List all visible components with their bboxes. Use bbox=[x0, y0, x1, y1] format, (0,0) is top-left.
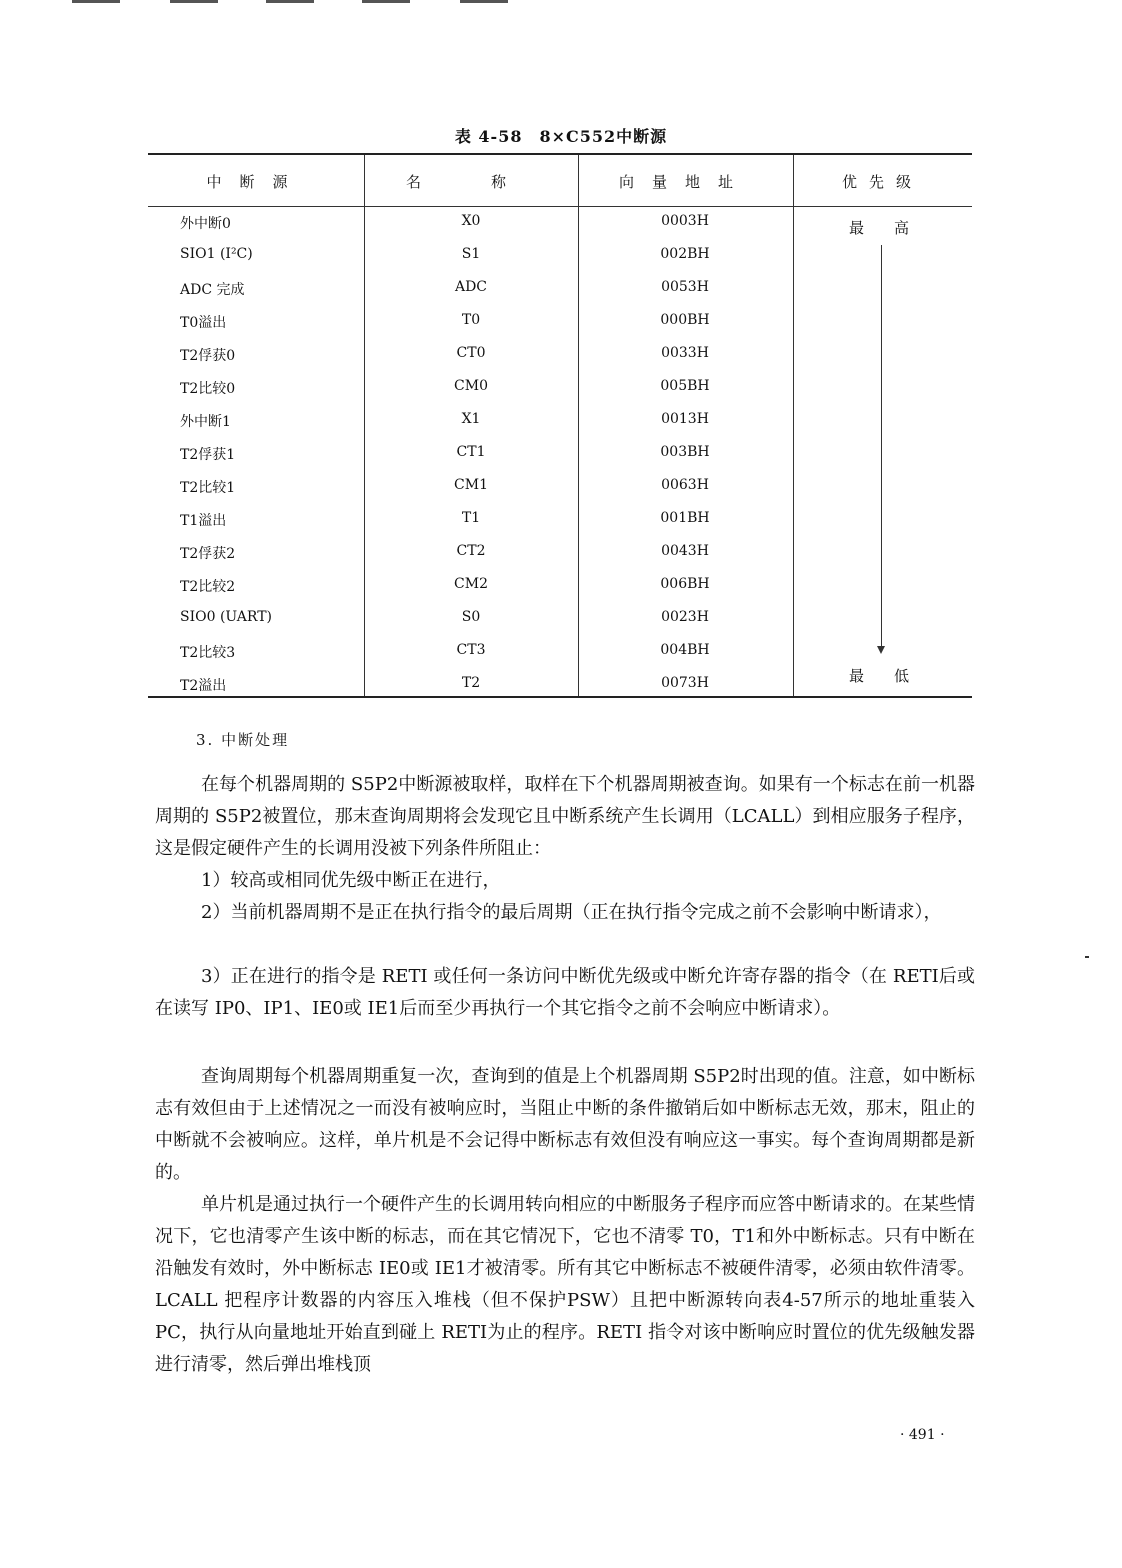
table-header-rule bbox=[148, 206, 972, 207]
cell-vector-address: 003BH bbox=[660, 444, 710, 460]
cell-vector-address: 0023H bbox=[661, 609, 709, 625]
scan-edge-line bbox=[266, 0, 314, 3]
table-row bbox=[148, 312, 972, 345]
priority-arrow-icon bbox=[877, 646, 885, 654]
paragraph: 查询周期每个机器周期重复一次，查询到的值是上个机器周期 S5P2时出现的值。注意，如中断标志有效但由于上述情况之一而没有被响应时，当阻止中断的条件撤销后如中断标志无效，那末，阻止的中断就不会被响应。这样，单片机是不会记得中断标志有效但没有响应这一事实。每个查询周期都是新的。 bbox=[155, 1066, 975, 1183]
table-row bbox=[148, 576, 972, 609]
cell-vector-address: 0013H bbox=[661, 411, 709, 427]
cell-source: ADC 完成 bbox=[180, 282, 245, 298]
table-caption: 表 4-58 8×C552中断源 bbox=[454, 127, 668, 146]
priority-arrow-line bbox=[881, 245, 882, 648]
table-row bbox=[148, 510, 972, 543]
header-name: 名称 bbox=[405, 173, 576, 191]
priority-lowest: 最低 bbox=[849, 667, 940, 685]
paragraph: 1）较高或相同优先级中断正在进行， bbox=[201, 870, 501, 891]
page-number: · 491 · bbox=[900, 1427, 945, 1443]
cell-vector-address: 0043H bbox=[661, 543, 709, 559]
table-row bbox=[148, 378, 972, 411]
table-row bbox=[148, 543, 972, 576]
cell-name: T0 bbox=[461, 312, 481, 328]
table-row bbox=[148, 444, 972, 477]
header-priority: 优先级 bbox=[841, 173, 923, 191]
cell-source: T1溢出 bbox=[180, 513, 227, 529]
cell-source: T2俘获2 bbox=[180, 546, 236, 562]
cell-name: CM2 bbox=[454, 576, 488, 592]
cell-source: T2俘获1 bbox=[180, 447, 236, 463]
scan-speck bbox=[1085, 956, 1089, 958]
cell-name: ADC bbox=[454, 279, 488, 295]
cell-vector-address: 0053H bbox=[661, 279, 709, 295]
cell-name: CT2 bbox=[456, 543, 486, 559]
cell-name: CT1 bbox=[456, 444, 486, 460]
scan-edge-line bbox=[362, 0, 410, 3]
cell-vector-address: 0003H bbox=[661, 213, 709, 229]
cell-source: SIO0 (UART) bbox=[180, 609, 272, 625]
table-row bbox=[148, 246, 972, 279]
cell-source: T2比较3 bbox=[180, 645, 236, 661]
priority-highest: 最高 bbox=[849, 219, 940, 237]
cell-name: CT3 bbox=[456, 642, 486, 658]
cell-vector-address: 002BH bbox=[660, 246, 710, 262]
cell-name: CM1 bbox=[454, 477, 488, 493]
paragraph: 在每个机器周期的 S5P2中断源被取样，取样在下个机器周期被查询。如果有一个标志在前一机器周期的 S5P2被置位，那末查询周期将会发现它且中断系统产生长调用（LCALL）到相应服务子程序，这是假定硬件产生的长调用没被下列条件所阻止： bbox=[155, 774, 975, 859]
cell-vector-address: 004BH bbox=[660, 642, 710, 658]
cell-vector-address: 006BH bbox=[660, 576, 710, 592]
cell-source: T2俘获0 bbox=[180, 348, 236, 364]
cell-name: X0 bbox=[461, 213, 481, 229]
table-row bbox=[148, 345, 972, 378]
table-row bbox=[148, 279, 972, 312]
paragraph: 3）正在进行的指令是 RETI 或任何一条访问中断优先级或中断允许寄存器的指令（在 RETI后或在读写 IP0、IP1、IE0或 IE1后而至少再执行一个其它指令之前不会响应中断请求）。 bbox=[155, 966, 975, 1019]
cell-name: S1 bbox=[461, 246, 481, 262]
scan-edge-line bbox=[170, 0, 218, 3]
cell-source: T2比较1 bbox=[180, 480, 236, 496]
cell-source: 外中断0 bbox=[180, 216, 231, 232]
cell-vector-address: 0073H bbox=[661, 675, 709, 691]
cell-name: CM0 bbox=[454, 378, 488, 394]
cell-name: X1 bbox=[461, 411, 481, 427]
section-title: 3. 中断处理 bbox=[196, 731, 290, 749]
cell-vector-address: 005BH bbox=[660, 378, 710, 394]
cell-source: T2溢出 bbox=[180, 678, 227, 694]
table-top-rule bbox=[148, 153, 972, 155]
cell-name: S0 bbox=[461, 609, 481, 625]
cell-vector-address: 0063H bbox=[661, 477, 709, 493]
cell-name: CT0 bbox=[456, 345, 486, 361]
paragraph: 单片机是通过执行一个硬件产生的长调用转向相应的中断服务子程序而应答中断请求的。在某些情况下，它也清零产生该中断的标志，而在其它情况下，它也不清零 T0，T1和外中断标志。只有中断在沿触发有效时，外中断标志 IE0或 IE1才被清零。所有其它中断标志不被硬件清零，必须由软件清零。LCALL 把程序计数器的内容压入堆栈（但不保护PSW）且把中断源转向表4-57所示的地址重装入 PC，执行从向量地址开始直到碰上 RETI为止的程序。RETI 指令对该中断响应时置位的优先级触发器进行清零，然后弹出堆栈顶 bbox=[155, 1194, 975, 1375]
table-row bbox=[148, 609, 972, 642]
scan-edge-line bbox=[460, 0, 508, 3]
scan-edge-line bbox=[72, 0, 120, 3]
cell-name: T1 bbox=[461, 510, 481, 526]
cell-source: SIO1 (I²C) bbox=[180, 246, 253, 262]
cell-source: 外中断1 bbox=[180, 414, 231, 430]
header-vector-address: 向量地址 bbox=[618, 173, 751, 191]
cell-source: T2比较2 bbox=[180, 579, 236, 595]
cell-vector-address: 0033H bbox=[661, 345, 709, 361]
header-source: 中断源 bbox=[206, 173, 306, 191]
cell-name: T2 bbox=[461, 675, 481, 691]
cell-source: T0溢出 bbox=[180, 315, 227, 331]
cell-vector-address: 000BH bbox=[660, 312, 710, 328]
cell-vector-address: 001BH bbox=[660, 510, 710, 526]
paragraph: 2）当前机器周期不是正在执行指令的最后周期（正在执行指令完成之前不会影响中断请求）， bbox=[201, 902, 942, 923]
table-row bbox=[148, 477, 972, 510]
table-row bbox=[148, 411, 972, 444]
cell-source: T2比较0 bbox=[180, 381, 236, 397]
